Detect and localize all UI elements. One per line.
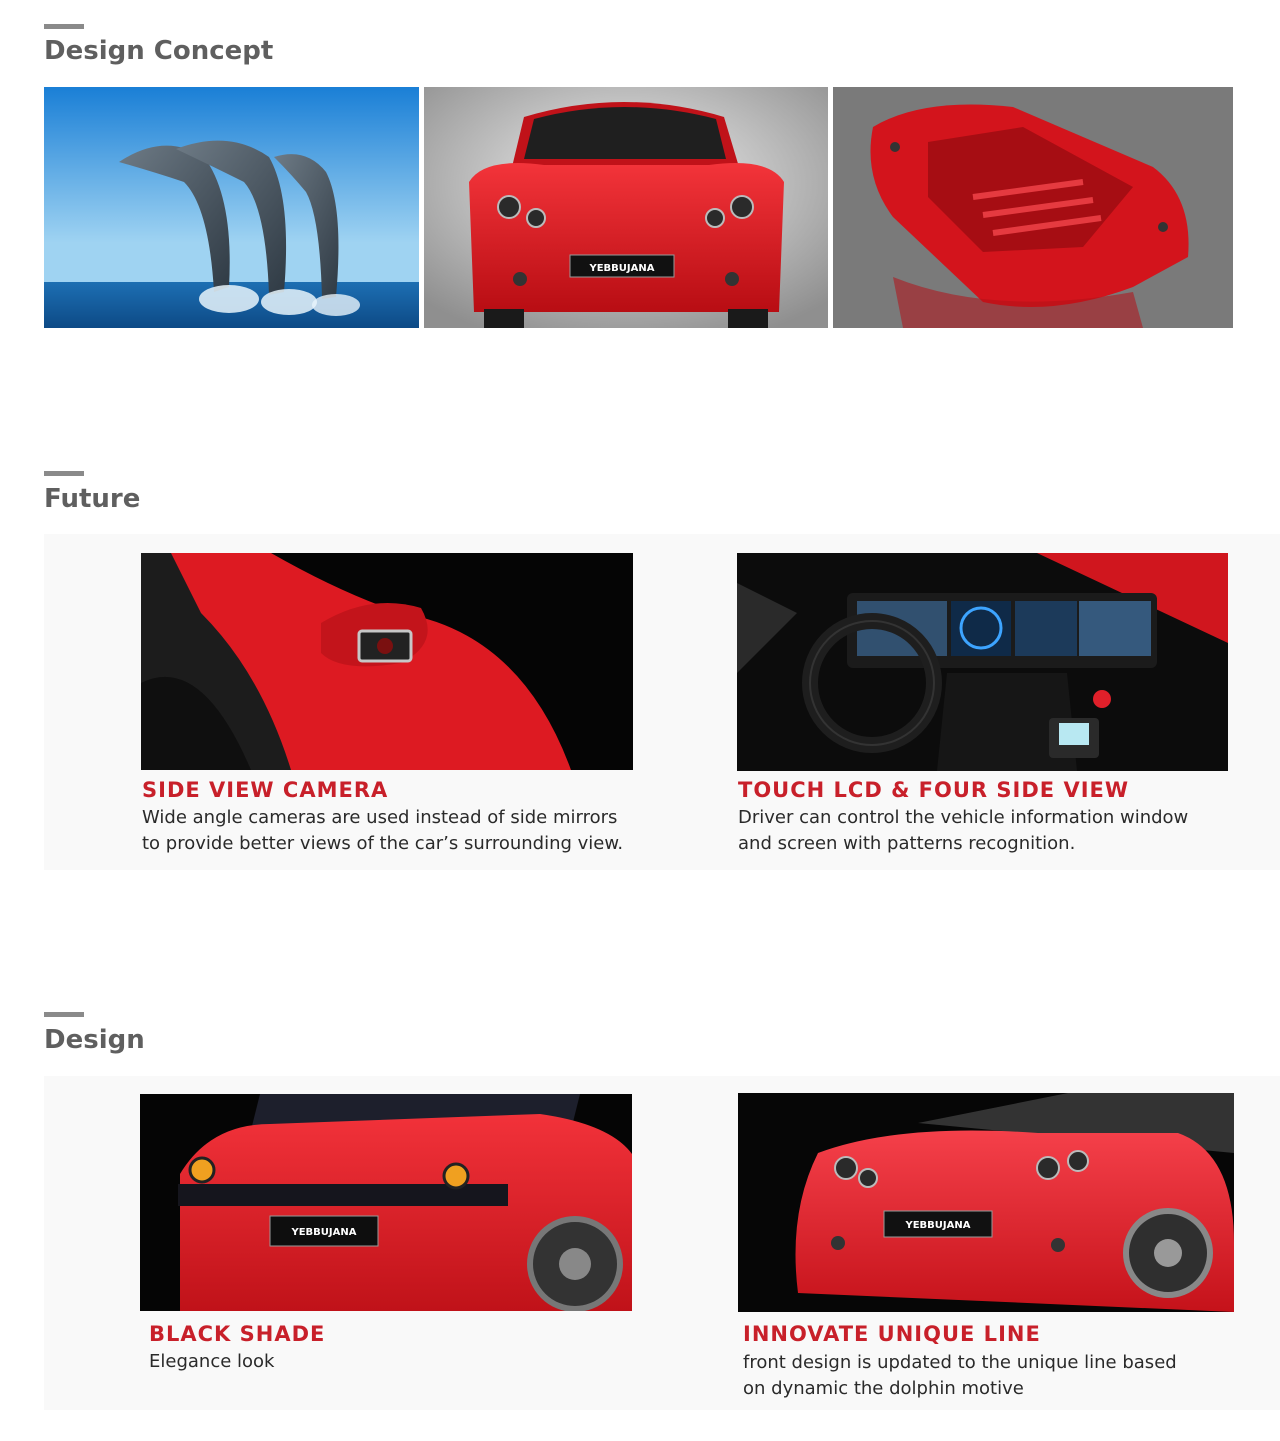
- touch-lcd-image: [737, 553, 1228, 771]
- feature-desc-side-view-camera: Wide angle cameras are used instead of side mirrors to provide better views of the car’s surrounding view.: [142, 807, 624, 854]
- badge-label: YEBBUJANA: [589, 263, 655, 274]
- badge-label: YEBBUJANA: [291, 1227, 357, 1238]
- feature-title-touch-lcd: TOUCH LCD & FOUR SIDE VIEW: [738, 778, 1130, 802]
- dolphins-photo: [44, 87, 419, 328]
- feature-title-black-shade: BLACK SHADE: [149, 1322, 326, 1346]
- car-front-render: [424, 87, 828, 328]
- feature-title-innovate-unique-line: INNOVATE UNIQUE LINE: [743, 1322, 1041, 1346]
- section-title-future: Future: [44, 484, 141, 514]
- chassis-render: [833, 87, 1233, 328]
- side-view-camera-image: [141, 553, 633, 770]
- black-shade-image: [140, 1094, 632, 1311]
- innovate-unique-line-image: [738, 1093, 1234, 1312]
- section-divider-future: [44, 471, 84, 476]
- section-title-design-concept: Design Concept: [44, 36, 274, 66]
- section-divider-concept: [44, 24, 84, 29]
- feature-desc-black-shade: Elegance look: [149, 1351, 275, 1372]
- feature-desc-touch-lcd: Driver can control the vehicle information window and screen with patterns recognition.: [738, 807, 1189, 854]
- section-title-design: Design: [44, 1025, 145, 1055]
- section-divider-design: [44, 1012, 84, 1017]
- feature-desc-innovate-unique-line: front design is updated to the unique line based on dynamic the dolphin motive: [743, 1352, 1177, 1399]
- badge-label: YEBBUJANA: [905, 1220, 971, 1231]
- feature-title-side-view-camera: SIDE VIEW CAMERA: [142, 778, 389, 802]
